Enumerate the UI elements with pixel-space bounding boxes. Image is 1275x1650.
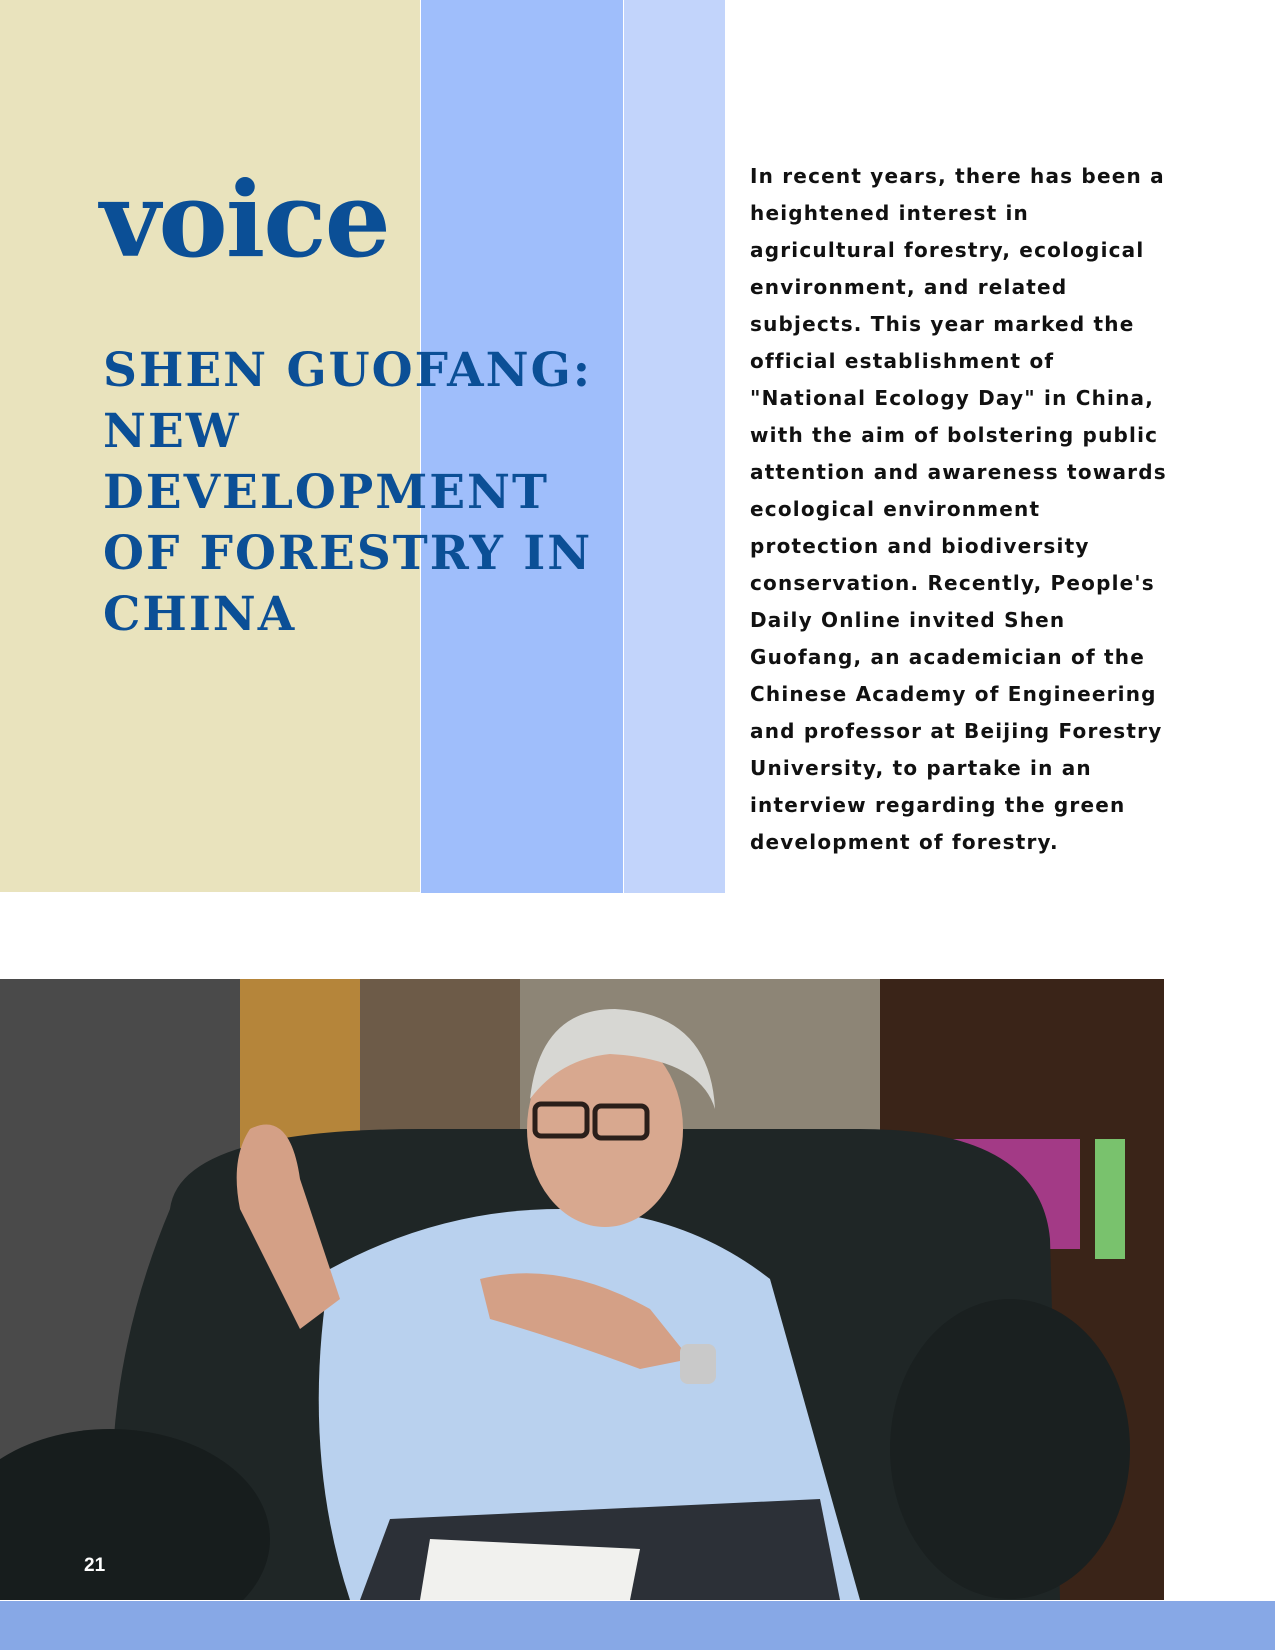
section-label: voice [100, 158, 389, 281]
article-intro: In recent years, there has been a heightened interest in agricultural forestry, ecological environment, and related subjects. This year marked the official establishment of "National Ecology Day" in China, with the aim of bolstering public attention and awareness towards ecological environment protection and biodiversity conservation. Recently, People's Daily Online invited Shen Guofang, an academician of the Chinese Academy of Engineering and professor at Beijing Forestry University, to partake in an interview regarding the green development of forestry. [750, 164, 1167, 854]
footer-bar [0, 1601, 1275, 1650]
page-number: 21 [84, 1555, 106, 1576]
interview-photo [0, 979, 1164, 1600]
article-headline: SHEN GUOFANG: NEW DEVELOPMENT OF FORESTRY IN CHINA [103, 343, 593, 642]
photo-illustration [0, 979, 1164, 1600]
